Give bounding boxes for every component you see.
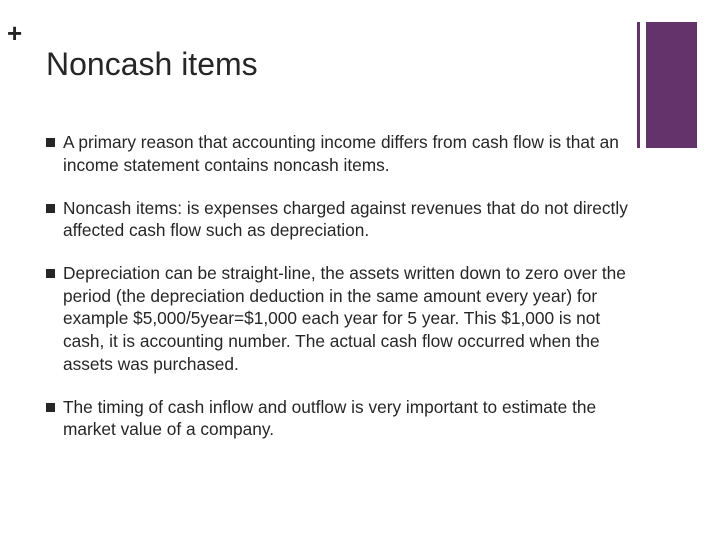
accent-block — [646, 22, 697, 148]
bullet-text: Noncash items: is expenses charged against revenues that do not directly affected cash flow such as depreciation. — [63, 197, 628, 241]
bullet-list — [44, 131, 644, 461]
bullet-text: The timing of cash inflow and outflow is very important to estimate the market value of a company. — [63, 396, 597, 440]
square-bullet-icon — [46, 138, 55, 147]
bullet-item — [44, 131, 644, 176]
square-bullet-icon — [46, 269, 55, 278]
bullet-text: A primary reason that accounting income differs from cash flow is that an income statement contains noncash items. — [63, 132, 619, 175]
plus-icon: + — [7, 18, 23, 48]
accent-line — [637, 22, 640, 148]
bullet-item — [44, 262, 644, 375]
slide-title: Noncash items — [46, 46, 258, 82]
square-bullet-icon — [46, 403, 55, 412]
bullet-item — [44, 396, 644, 441]
bullet-item — [44, 197, 644, 242]
bullet-text: Depreciation can be straight-line, the assets written down to zero over the period (the depreciation deduction in the same amount every year) for example $5,000/5year=$1,000 each year for 5 year. This $1,000 is not cash, it is accounting number. The actual cash flow occurred when the assets was purchased. — [63, 263, 626, 374]
square-bullet-icon — [46, 204, 55, 213]
